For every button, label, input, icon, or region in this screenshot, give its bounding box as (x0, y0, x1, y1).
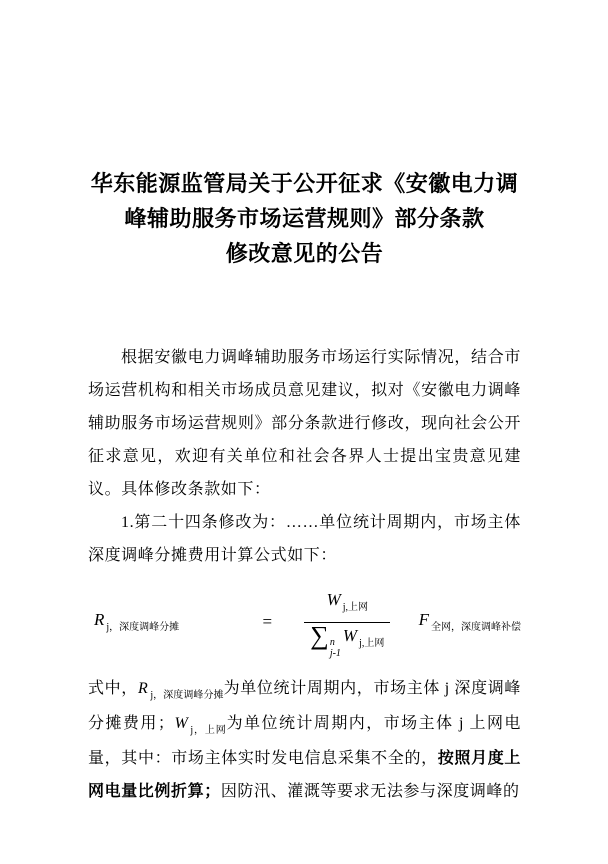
inline-w-symbol: W (174, 715, 189, 732)
formula-lhs (94, 603, 262, 639)
sum-lower-limit: j-1 (329, 648, 341, 659)
title-line-3: 修改意见的公告 (225, 241, 384, 266)
title-line-2: 峰辅助服务市场运营规则》部分条款 (124, 206, 485, 231)
formula-rhs (419, 603, 521, 639)
title-line-1: 华东能源监管局关于公开征求《安徽电力调 (90, 171, 519, 196)
inline-r-subscript: j，深度调峰分摊 (150, 690, 224, 701)
paragraph-item1: 1.第二十四条修改为：……单位统计周期内，市场主体深度调峰分摊费用计算公式如下： (88, 514, 521, 564)
r-subscript: j，深度调峰分摊 (106, 622, 180, 633)
equals-sign: = (262, 611, 273, 631)
formula-deep-peak-cost-share (94, 582, 521, 660)
sum-upper-limit: n (329, 637, 335, 648)
explanation-seg4: 因防汛、灌溉等要求无法参与深度调峰的 (220, 783, 520, 800)
f-subscript: 全网，深度调峰补偿 (431, 622, 521, 633)
inline-r-symbol: R (137, 680, 149, 697)
w-symbol-numerator: W (326, 590, 341, 609)
f-symbol: F (418, 610, 429, 629)
document-title (88, 166, 521, 271)
w-subscript-denominator: j,上网 (359, 638, 385, 649)
w-subscript-numerator: j,上网 (342, 602, 369, 613)
explanation-bold-emphasis: 按照月度上网电量比例折算； (88, 750, 521, 800)
w-symbol-denominator: W (342, 626, 358, 645)
r-symbol: R (94, 610, 105, 629)
sum-limits (330, 637, 341, 659)
paragraph-intro: 根据安徽电力调峰辅助服务市场运行实际情况，结合市场运营机构和相关市场成员意见建议，拟对《安徽电力调峰辅助服务市场运营规则》部分条款进行修改，现向社会公开征求意见，欢迎有关单位和社会各界人士提出宝贵意见建议。具体修改条款如下： (88, 349, 521, 498)
fraction-denominator (304, 621, 390, 659)
document-body (88, 341, 521, 808)
inline-r-term (137, 680, 224, 701)
explanation-seg1: 式中， (88, 680, 138, 697)
paragraph-explanation (88, 672, 521, 808)
explanation-seg2: 为单位统计周期内，市场主体 j 深度调峰分摊费用； (88, 680, 521, 732)
inline-w-term (174, 715, 227, 736)
inline-w-subscript: j，上网 (190, 725, 227, 736)
document-content (88, 166, 521, 808)
explanation-seg3: 为单位统计周期内，市场主体 j 上网电量，其中：市场主体实时发电信息采集不全的， (88, 715, 521, 767)
fraction-numerator (321, 590, 374, 612)
fraction (280, 583, 415, 659)
sigma-sum-icon: ∑ (310, 621, 329, 650)
